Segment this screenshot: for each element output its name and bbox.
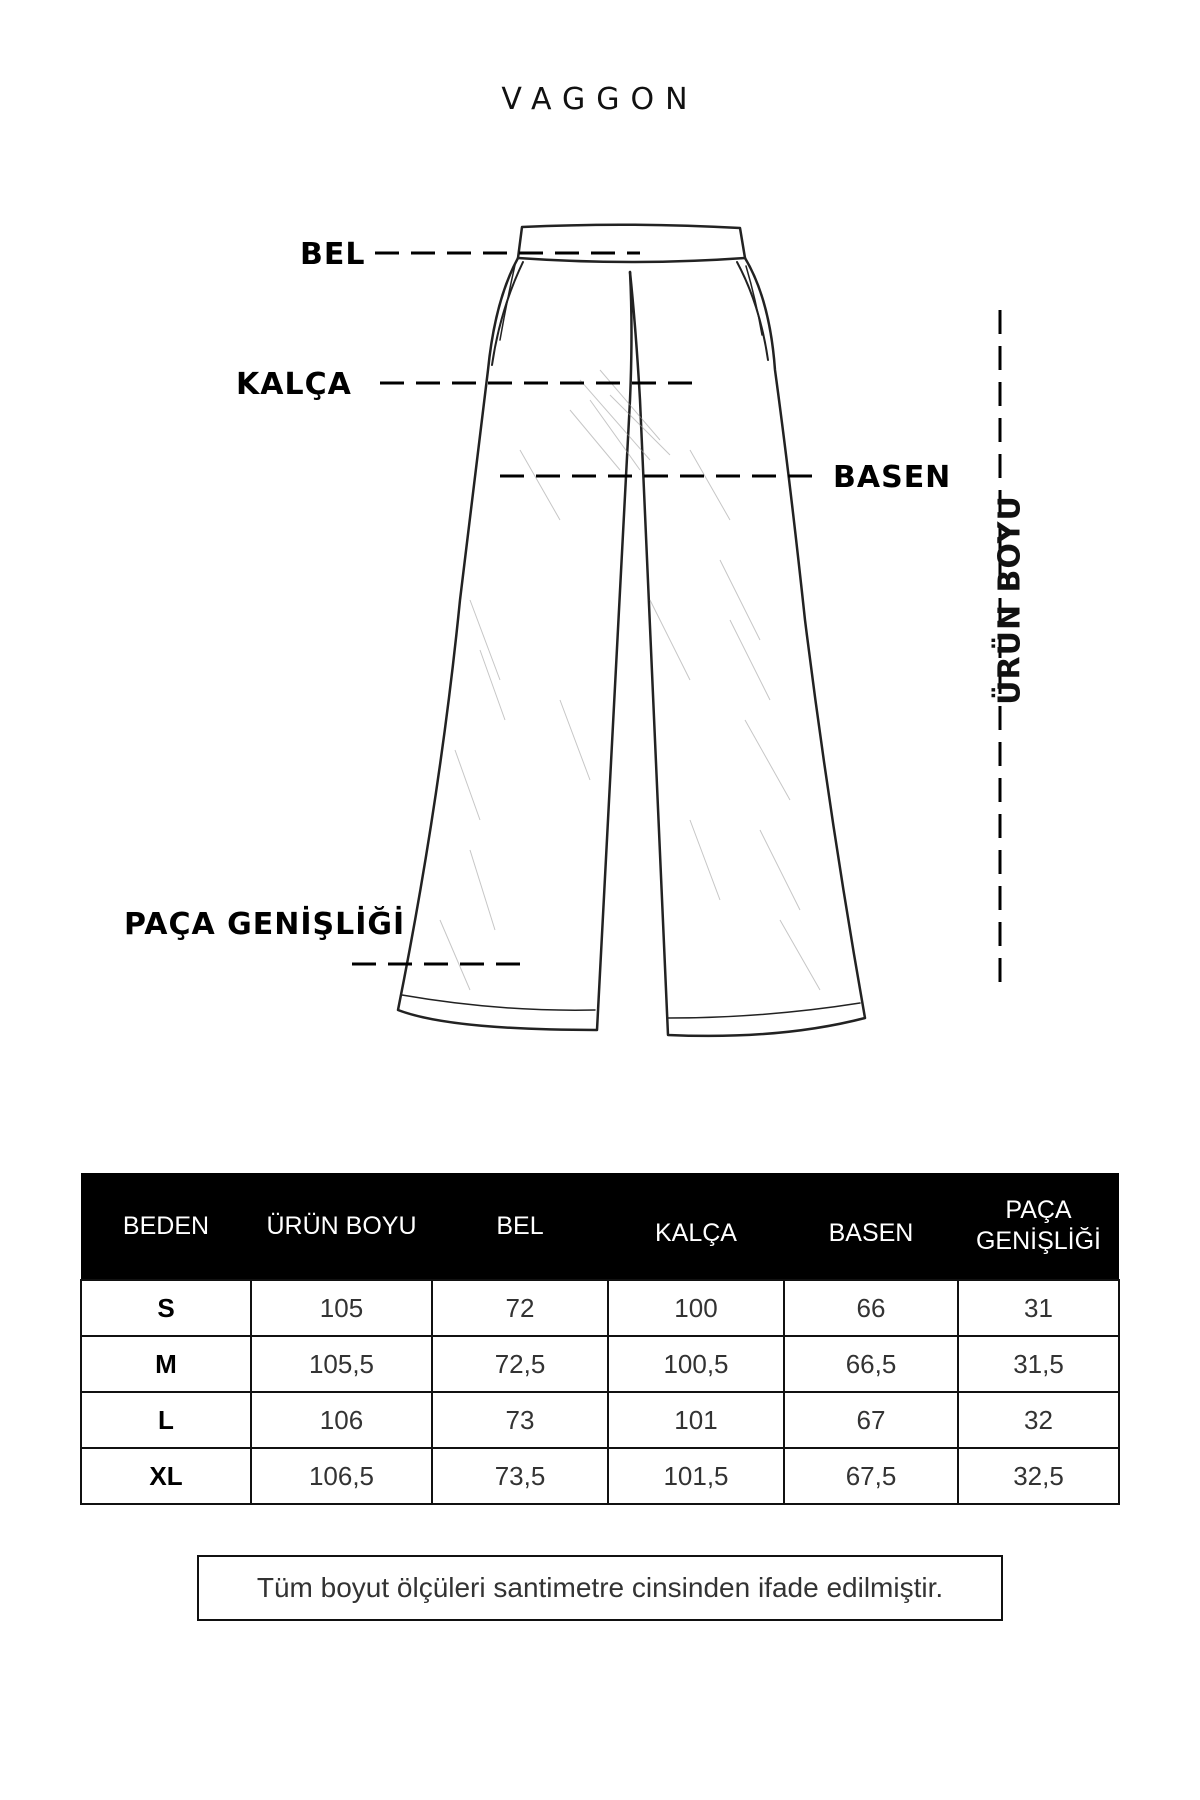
header-paca-line2: GENİŞLİĞİ	[975, 1227, 1102, 1255]
right-leg-outline	[630, 258, 865, 1036]
table-header-row	[81, 1173, 1119, 1280]
paca-label: PAÇA GENİŞLİĞİ	[124, 907, 406, 942]
header-beden: BEDEN	[81, 1173, 251, 1280]
waistband-outline	[518, 225, 745, 262]
table-cell: 66,5	[784, 1336, 958, 1392]
header-paca-genisligi	[958, 1173, 1119, 1280]
header-kalca: KALÇA	[608, 1173, 784, 1280]
table-cell: 72	[432, 1280, 608, 1336]
size-cell: L	[81, 1392, 251, 1448]
size-table	[80, 1173, 1120, 1505]
table-cell: 73,5	[432, 1448, 608, 1504]
table-cell: 31	[958, 1280, 1119, 1336]
kalca-label: KALÇA	[236, 367, 352, 402]
table-row	[81, 1336, 1119, 1392]
brand-logo: VAGGON	[501, 82, 699, 117]
left-leg-outline	[398, 258, 632, 1030]
bel-label: BEL	[300, 237, 366, 272]
table-cell: 67,5	[784, 1448, 958, 1504]
header-bel: BEL	[432, 1173, 608, 1280]
table-cell: 72,5	[432, 1336, 608, 1392]
table-cell: 106,5	[251, 1448, 432, 1504]
table-cell: 105	[251, 1280, 432, 1336]
header-urun-boyu: ÜRÜN BOYU	[251, 1173, 432, 1280]
table-cell: 66	[784, 1280, 958, 1336]
table-cell: 105,5	[251, 1336, 432, 1392]
table-cell: 32	[958, 1392, 1119, 1448]
table-cell: 101,5	[608, 1448, 784, 1504]
table-cell: 73	[432, 1392, 608, 1448]
table-cell: 100	[608, 1280, 784, 1336]
table-cell: 32,5	[958, 1448, 1119, 1504]
size-cell: S	[81, 1280, 251, 1336]
table-cell: 67	[784, 1392, 958, 1448]
table-cell: 106	[251, 1392, 432, 1448]
size-cell: XL	[81, 1448, 251, 1504]
table-row	[81, 1448, 1119, 1504]
basen-label: BASEN	[833, 460, 952, 495]
units-note: Tüm boyut ölçüleri santimetre cinsinden ifade edilmiştir.	[197, 1555, 1003, 1621]
table-cell: 31,5	[958, 1336, 1119, 1392]
table-cell: 101	[608, 1392, 784, 1448]
urun-boyu-label: ÜRÜN BOYU	[992, 495, 1028, 705]
header-paca-line1: PAÇA	[1005, 1196, 1072, 1224]
table-row	[81, 1280, 1119, 1336]
size-cell: M	[81, 1336, 251, 1392]
table-row	[81, 1392, 1119, 1448]
header-basen: BASEN	[784, 1173, 958, 1280]
table-cell: 100,5	[608, 1336, 784, 1392]
